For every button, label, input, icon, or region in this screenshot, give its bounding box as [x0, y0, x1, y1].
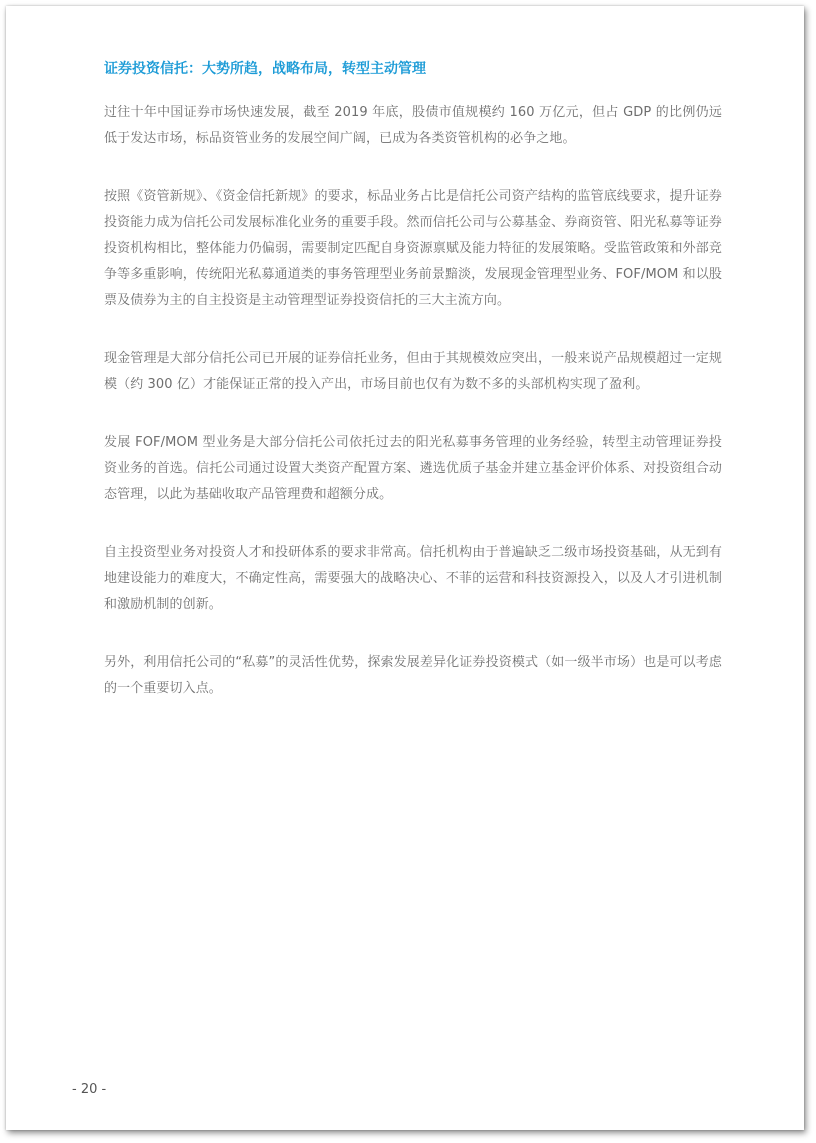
paragraph-market-overview: 过往十年中国证券市场快速发展，截至 2019 年底，股债市值规模约 160 万亿元，但占 GDP 的比例仍远低于发达市场，标品资管业务的发展空间广阔，已成为各类资管机构的必争之地。: [104, 105, 722, 146]
paragraph-regulatory-requirements: 按照《资管新规》、《资金信托新规》的要求，标品业务占比是信托公司资产结构的监管底线要求，提升证券投资能力成为信托公司发展标准化业务的重要手段。然而信托公司与公募基金、券商资管、阳光私募等证券投资机构相比，整体能力仍偏弱，需要制定匹配自身资源禀赋及能力特征的发展策略。受监管政策和外部竞争等多重影响，传统阳光私募通道类的事务管理型业务前景黯淡，发展现金管理型业务、FOF/MOM 和以股票及债券为主的自主投资是主动管理型证券投资信托的三大主流方向。: [104, 189, 722, 308]
paragraph-cash-management: 现金管理是大部分信托公司已开展的证券信托业务，但由于其规模效应突出，一般来说产品规模超过一定规模（约 300 亿）才能保证正常的投入产出，市场目前也仅有为数不多的头部机构实现了盈利。: [104, 351, 722, 392]
paragraph-fof-mom: 发展 FOF/MOM 型业务是大部分信托公司依托过去的阳光私募事务管理的业务经验，转型主动管理证券投资业务的首选。信托公司通过设置大类资产配置方案、遴选优质子基金并建立基金评价体系、对投资组合动态管理，以此为基础收取产品管理费和超额分成。: [104, 435, 722, 502]
document-page: [6, 6, 804, 1130]
page-content: [104, 58, 722, 734]
page-number: - 20 -: [72, 1082, 107, 1097]
section-heading: 证券投资信托：大势所趋，战略布局，转型主动管理: [104, 61, 426, 77]
paragraph-private-placement: 另外，利用信托公司的“私募”的灵活性优势，探索发展差异化证券投资模式（如一级半市场）也是可以考虑的一个重要切入点。: [104, 655, 722, 696]
paragraph-self-investment: 自主投资型业务对投资人才和投研体系的要求非常高。信托机构由于普遍缺乏二级市场投资基础，从无到有地建设能力的难度大，不确定性高，需要强大的战略决心、不菲的运营和科技资源投入，以及人才引进机制和激励机制的创新。: [104, 545, 722, 612]
